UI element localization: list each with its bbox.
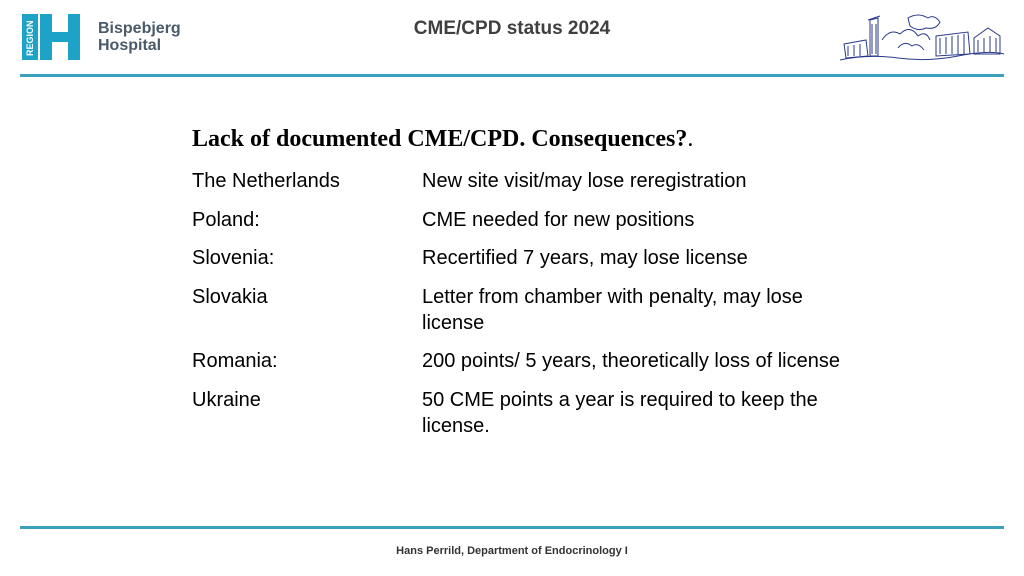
consequence-cell: Recertified 7 years, may lose license: [422, 247, 748, 269]
region-label: REGION: [25, 20, 35, 56]
footer-text: Hans Perrild, Department of Endocrinology I: [396, 545, 628, 557]
table-row: [192, 207, 872, 233]
consequence-cell: 50 CME points a year is required to keep the license.: [422, 388, 818, 437]
hospital-name-line1: Bispebjerg: [98, 20, 181, 37]
table-row: [192, 168, 872, 194]
country-cell: Romania:: [192, 350, 278, 372]
consequence-cell: New site visit/may lose reregistration: [422, 170, 747, 192]
country-cell: The Netherlands: [192, 170, 340, 192]
country-cell: Ukraine: [192, 388, 261, 411]
slide-header-title: CME/CPD status 2024: [413, 18, 611, 39]
table-row: [192, 348, 872, 374]
country-cell: Slovakia: [192, 285, 268, 308]
table-row: [192, 284, 872, 336]
hospital-name-line2: Hospital: [98, 37, 162, 54]
slide-heading-suffix: .: [687, 126, 694, 152]
country-cell: Poland:: [192, 208, 260, 231]
consequence-cell: Letter from chamber with penalty, may lose license: [422, 285, 803, 334]
slide-heading-text: Lack of documented CME/CPD. Consequences?: [192, 126, 688, 152]
consequence-cell: CME needed for new positions: [422, 208, 695, 231]
header-divider: [20, 74, 1004, 77]
consequences-table: [192, 168, 872, 451]
table-row: [192, 387, 872, 439]
consequence-cell: 200 points/ 5 years, theoretically loss of license: [422, 350, 840, 372]
table-row: [192, 245, 872, 271]
hospital-sketch-icon: [838, 10, 1006, 66]
country-cell: Slovenia:: [192, 247, 275, 269]
footer-divider: [20, 526, 1004, 529]
slide-heading: [192, 126, 693, 153]
